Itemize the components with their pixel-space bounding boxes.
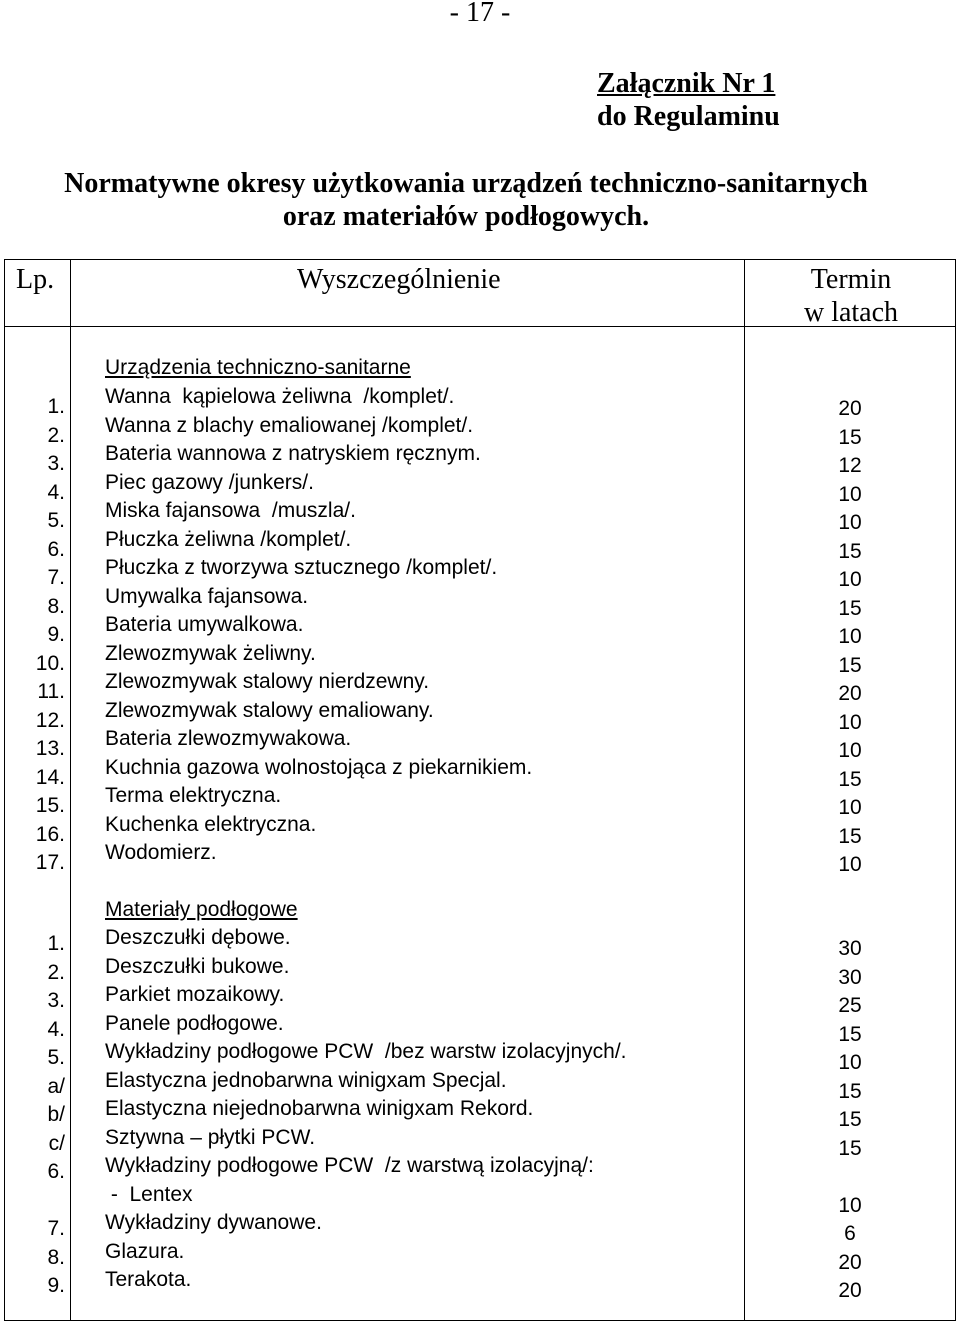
row-years: 12	[838, 454, 862, 477]
row-item: Piec gazowy /junkers/.	[105, 470, 314, 494]
row-years: 15	[838, 596, 862, 620]
header-term	[747, 263, 955, 329]
section-2-items	[105, 924, 627, 1295]
row-item: Bateria umywalkowa.	[105, 613, 304, 636]
row-item: Deszczułki bukowe.	[105, 954, 290, 978]
table-right-border	[955, 259, 956, 1321]
row-number: 12.	[35, 708, 65, 732]
row-item: - Lentex	[105, 1182, 193, 1206]
row-number: 17.	[35, 851, 65, 874]
document-title-line-1: Normatywne okresy użytkowania urządzeń techniczno-sanitarnych	[64, 168, 868, 199]
row-item: Zlewozmywak stalowy emaliowany.	[105, 698, 434, 722]
row-number: 1.	[47, 932, 65, 955]
row-years: 10	[838, 482, 862, 506]
row-number: 8.	[47, 1245, 65, 1269]
row-years: 10	[838, 568, 862, 591]
row-number: 2.	[47, 960, 65, 984]
row-item: Kuchenka elektryczna.	[105, 812, 317, 836]
row-item: Panele podłogowe.	[105, 1011, 284, 1035]
section-1-numbers	[10, 393, 65, 878]
row-item: Płuczka żeliwna /komplet/.	[105, 527, 352, 551]
row-number: b/	[47, 1103, 65, 1126]
row-number: a/	[47, 1074, 65, 1098]
row-number: 1.	[47, 395, 65, 418]
table-left-border	[4, 259, 5, 1321]
row-years	[760, 1163, 940, 1192]
header-term-line-1: Termin	[810, 264, 892, 295]
row-item: Elastyczna niejednobarwna winigxam Rekord.	[105, 1097, 534, 1120]
row-number: c/	[48, 1131, 65, 1155]
row-item: Wanna z blachy emaliowanej /komplet/.	[105, 413, 474, 437]
row-item: Wykładziny dywanowe.	[105, 1211, 322, 1234]
row-years: 25	[838, 994, 862, 1017]
row-number: 5.	[47, 509, 65, 532]
row-years: 15	[838, 767, 862, 791]
row-number: 8.	[47, 594, 65, 618]
page-number: - 17 -	[449, 0, 511, 28]
row-years: 15	[838, 425, 862, 449]
document-title-line-2: oraz materiałów podłogowych.	[282, 201, 650, 232]
row-number: 3.	[47, 452, 65, 475]
row-years: 10	[838, 710, 862, 734]
row-years: 10	[838, 1193, 862, 1217]
row-item: Elastyczna jednobarwna winigxam Specjal.	[105, 1068, 507, 1092]
row-item: Zlewozmywak stalowy nierdzewny.	[105, 670, 430, 693]
row-item: Bateria zlewozmywakowa.	[105, 727, 352, 750]
row-item: Parkiet mozaikowy.	[105, 983, 285, 1006]
row-number: 3.	[47, 989, 65, 1012]
header-term-line-2: w latach	[803, 297, 899, 328]
header-description: Wyszczególnienie	[297, 264, 501, 295]
row-item: Bateria wannowa z natryskiem ręcznym.	[105, 442, 481, 465]
annex-subtitle: do Regulaminu	[597, 101, 780, 132]
row-years: 30	[838, 937, 862, 960]
row-number: 11.	[37, 680, 65, 703]
row-item: Miska fajansowa /muszla/.	[105, 499, 356, 522]
table-column-divider-1	[70, 259, 71, 1321]
row-number: 6.	[47, 1160, 65, 1183]
row-number: 9.	[47, 623, 65, 646]
row-number	[10, 1187, 65, 1216]
row-years: 10	[838, 796, 862, 819]
row-number: 14.	[35, 765, 65, 789]
row-number: 13.	[35, 737, 65, 760]
row-item: Deszczułki dębowe.	[105, 926, 291, 949]
table-column-divider-2	[744, 259, 745, 1321]
row-years: 15	[838, 1108, 862, 1131]
row-number: 4.	[47, 1017, 65, 1041]
row-number: 5.	[47, 1046, 65, 1069]
section-2-years	[760, 935, 940, 1306]
section-heading-sanitary: Urządzenia techniczno-sanitarne	[105, 356, 411, 379]
row-number: 7.	[47, 1217, 65, 1240]
row-years: 20	[838, 1250, 862, 1274]
row-item: Wanna kąpielowa żeliwna /komplet/.	[105, 385, 455, 408]
row-years: 10	[838, 511, 862, 534]
table-top-border	[4, 259, 956, 260]
row-item: Terakota.	[105, 1268, 192, 1291]
row-years: 10	[838, 853, 862, 876]
row-number: 4.	[47, 480, 65, 504]
row-item: Wykładziny podłogowe PCW /z warstwą izolacyjną/:	[105, 1154, 594, 1177]
row-number: 15.	[35, 794, 65, 817]
header-lp: Lp.	[16, 264, 55, 295]
row-item: Zlewozmywak żeliwny.	[105, 641, 316, 665]
row-years: 30	[838, 965, 862, 989]
row-number: 10.	[35, 651, 65, 675]
row-number: 6.	[47, 537, 65, 561]
row-years: 6	[844, 1222, 856, 1245]
row-years: 10	[838, 625, 862, 648]
row-years: 20	[838, 682, 862, 705]
row-years: 15	[838, 1136, 862, 1160]
section-1-years	[760, 395, 940, 880]
row-years: 15	[838, 653, 862, 677]
section-2-numbers	[10, 930, 65, 1301]
row-item: Sztywna – płytki PCW.	[105, 1125, 316, 1149]
row-years: 15	[838, 824, 862, 848]
section-heading-flooring: Materiały podłogowe	[105, 898, 298, 921]
row-item: Wykładziny podłogowe PCW /bez warstw izolacyjnych/.	[105, 1040, 627, 1063]
row-item: Wodomierz.	[105, 841, 217, 864]
annex-title: Załącznik Nr 1	[597, 68, 776, 99]
row-number: 16.	[35, 822, 65, 846]
row-number: 7.	[47, 566, 65, 589]
row-years: 20	[838, 1279, 862, 1302]
row-years: 15	[838, 1079, 862, 1103]
row-number: 9.	[47, 1274, 65, 1297]
row-item: Płuczka z tworzywa sztucznego /komplet/.	[105, 556, 498, 579]
row-number: 2.	[47, 423, 65, 447]
row-years: 20	[838, 397, 862, 420]
row-item: Umywalka fajansowa.	[105, 584, 309, 608]
section-1-items	[105, 383, 532, 868]
row-years: 10	[838, 739, 862, 762]
row-years: 10	[838, 1051, 862, 1074]
row-item: Terma elektryczna.	[105, 784, 282, 807]
row-item: Kuchnia gazowa wolnostojąca z piekarnikiem.	[105, 755, 533, 779]
row-years: 15	[838, 539, 862, 563]
row-item: Glazura.	[105, 1239, 185, 1263]
row-years: 15	[838, 1022, 862, 1046]
table-bottom-border	[4, 1320, 956, 1321]
